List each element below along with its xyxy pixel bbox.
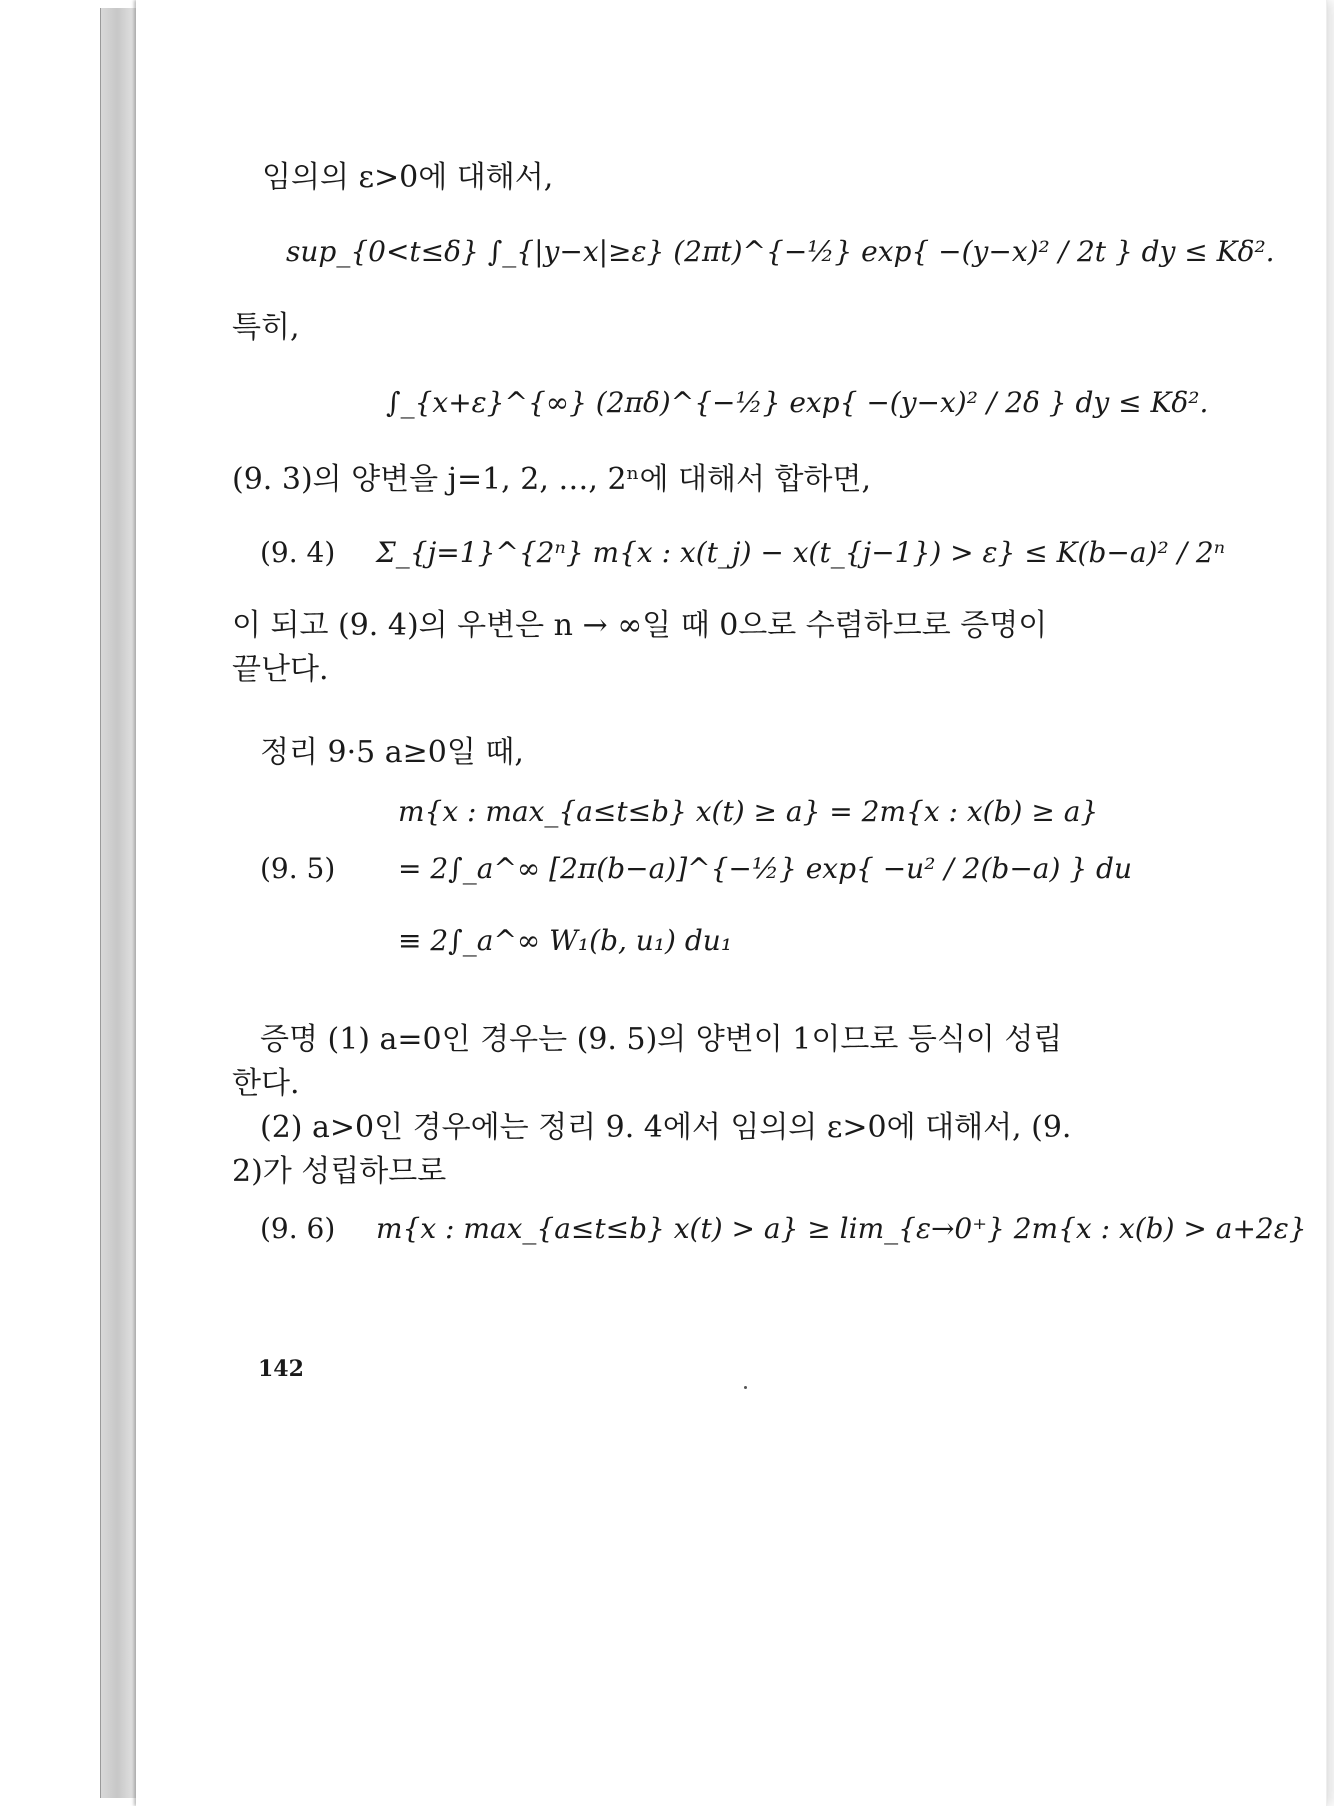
equation-label-9-5: (9. 5): [260, 852, 336, 885]
speck-mark: [744, 1386, 747, 1389]
proof-line-1: 증명 (1) a=0인 경우는 (9. 5)의 양변이 1이므로 등식이 성립: [260, 1022, 1063, 1057]
text-line-3: (9. 3)의 양변을 j=1, 2, …, 2ⁿ에 대해서 합하면,: [232, 462, 872, 497]
text-line-2: 특히,: [232, 310, 300, 345]
equation-9-5-line-3: ≡ 2∫_a^∞ W₁(b, u₁) du₁: [398, 924, 733, 957]
theorem-heading: 정리 9·5 a≥0일 때,: [260, 735, 524, 770]
page-number: 142: [258, 1356, 304, 1382]
book-page-edge: [100, 8, 137, 1798]
equation-label-9-4: (9. 4): [260, 536, 336, 569]
equation-9-5-line-2: = 2∫_a^∞ [2π(b−a)]^{−½} exp{ −u² / 2(b−a) } du: [398, 852, 1132, 885]
text-line-5: 끝난다.: [232, 652, 329, 687]
equation-label-9-6: (9. 6): [260, 1212, 336, 1245]
equation-sup-integral: sup_{0<t≤δ} ∫_{|y−x|≥ε} (2πt)^{−½} exp{ −(y−x)² / 2t } dy ≤ Kδ².: [286, 235, 1275, 268]
proof-line-1b: 한다.: [232, 1066, 300, 1101]
proof-line-2: (2) a>0인 경우에는 정리 9. 4에서 임의의 ε>0에 대해서, (9.: [260, 1110, 1072, 1145]
text-line-4: 이 되고 (9. 4)의 우변은 n → ∞일 때 0으로 수렴하므로 증명이: [232, 608, 1048, 643]
text-line-1: 임의의 ε>0에 대해서,: [262, 160, 554, 195]
equation-9-5-line-1: m{x : max_{a≤t≤b} x(t) ≥ a} = 2m{x : x(b) ≥ a}: [398, 795, 1099, 828]
proof-line-2b: 2)가 성립하므로: [232, 1154, 447, 1189]
equation-9-4: Σ_{j=1}^{2ⁿ} m{x : x(t_j) − x(t_{j−1}) > ε} ≤ K(b−a)² / 2ⁿ: [376, 536, 1226, 569]
equation-9-6: m{x : max_{a≤t≤b} x(t) > a} ≥ lim_{ε→0⁺} 2m{x : x(b) > a+2ε}: [376, 1212, 1307, 1245]
equation-tail-integral: ∫_{x+ε}^{∞} (2πδ)^{−½} exp{ −(y−x)² / 2δ } dy ≤ Kδ².: [386, 386, 1209, 419]
book-page: [136, 0, 1327, 1806]
